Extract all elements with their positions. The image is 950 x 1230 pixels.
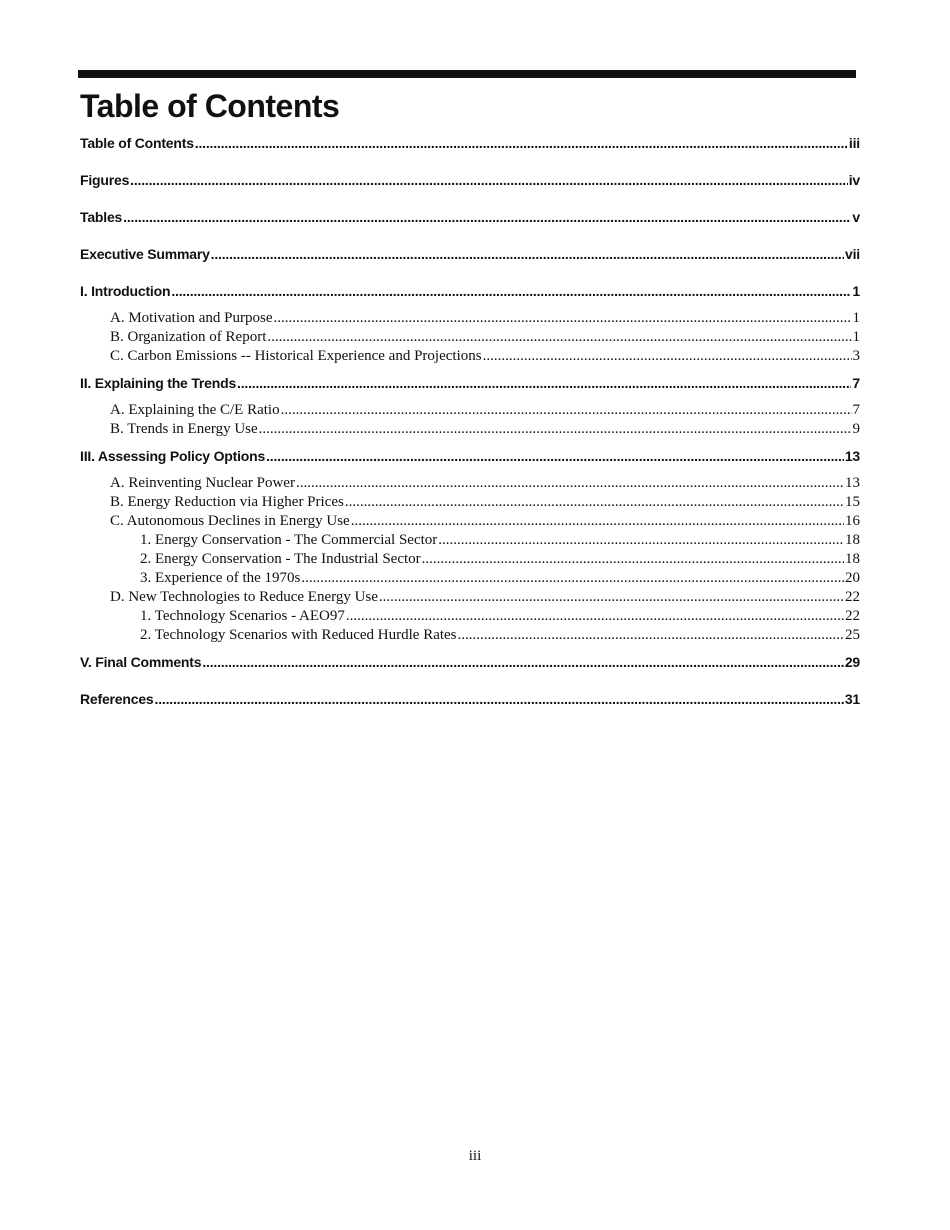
- toc-entry-autonomous-declines[interactable]: [80, 512, 860, 531]
- toc-entry-title: V. Final Comments: [80, 654, 202, 670]
- toc-entry-page: 15: [845, 494, 860, 510]
- toc-entry-higher-prices[interactable]: [80, 493, 860, 512]
- toc-chapter-explaining-trends[interactable]: [80, 375, 860, 391]
- toc-entry-figures[interactable]: [80, 172, 860, 188]
- toc-entry-new-technologies[interactable]: [80, 588, 860, 607]
- toc-entry-title: Table of Contents: [80, 135, 194, 151]
- toc-entry-title: 2. Energy Conservation - The Industrial Sector: [140, 551, 421, 567]
- toc-entry-aeo97[interactable]: [80, 607, 860, 626]
- toc-entry-page: 13: [844, 448, 860, 464]
- toc-entry-title: 3. Experience of the 1970s: [140, 570, 301, 586]
- toc-entry-page: 1: [852, 310, 860, 326]
- toc-entry-title: A. Explaining the C/E Ratio: [110, 402, 280, 418]
- dot-leader: [296, 474, 844, 493]
- toc-entry-title: References: [80, 691, 154, 707]
- dot-leader: [458, 626, 844, 645]
- toc-entry-page: iii: [848, 135, 860, 151]
- toc-entry-page: 7: [852, 375, 860, 391]
- dot-leader: [422, 550, 844, 569]
- toc-entry-title: Executive Summary: [80, 246, 210, 262]
- toc-entry-page: 25: [845, 627, 860, 643]
- toc-entry-page: 29: [844, 654, 860, 670]
- page-title: Table of Contents: [80, 88, 340, 124]
- toc-chapter-policy-options[interactable]: [80, 448, 860, 464]
- toc-entry-title: 1. Energy Conservation - The Commercial Sector: [140, 532, 438, 548]
- toc-entry-page: 31: [844, 691, 860, 707]
- toc-entry-organization[interactable]: [80, 328, 860, 347]
- toc-entry-title: B. Trends in Energy Use: [110, 421, 258, 437]
- toc-entry-title: II. Explaining the Trends: [80, 375, 237, 391]
- toc-entry-page: vii: [845, 246, 860, 262]
- toc-entry-ce-ratio[interactable]: [80, 401, 860, 420]
- dot-leader: [267, 328, 851, 347]
- dot-leader: [202, 654, 843, 670]
- dot-leader: [259, 420, 852, 439]
- toc-entry-tables[interactable]: [80, 209, 860, 225]
- toc-entry-page: 20: [845, 570, 860, 586]
- dot-leader: [123, 209, 851, 225]
- toc-entry-title: Tables: [80, 209, 123, 225]
- dot-leader: [345, 493, 844, 512]
- toc-entry-executive-summary[interactable]: [80, 246, 860, 262]
- toc-entry-page: 22: [845, 589, 860, 605]
- toc-entry-carbon-emissions[interactable]: [80, 347, 860, 366]
- toc-entry-title: 1. Technology Scenarios - AEO97: [140, 608, 345, 624]
- dot-leader: [379, 588, 844, 607]
- dot-leader: [346, 607, 844, 626]
- dot-leader: [266, 448, 844, 464]
- toc-entry-commercial-sector[interactable]: [80, 531, 860, 550]
- dot-leader: [211, 246, 844, 262]
- dot-leader: [438, 531, 844, 550]
- dot-leader: [483, 347, 852, 366]
- dot-leader: [301, 569, 844, 588]
- toc-entry-hurdle-rates[interactable]: [80, 626, 860, 645]
- toc-entry-motivation[interactable]: [80, 309, 860, 328]
- toc-entry-industrial-sector[interactable]: [80, 550, 860, 569]
- toc-entry-experience-1970s[interactable]: [80, 569, 860, 588]
- dot-leader: [130, 172, 848, 188]
- dot-leader: [274, 309, 852, 328]
- toc-entry-title: C. Carbon Emissions -- Historical Experience and Projections: [110, 348, 482, 364]
- toc-entry-references[interactable]: [80, 691, 860, 707]
- toc-entry-page: v: [852, 209, 860, 225]
- toc-entry-page: 18: [845, 532, 860, 548]
- dot-leader: [237, 375, 851, 391]
- dot-leader: [351, 512, 844, 531]
- toc-entry-page: iv: [848, 172, 860, 188]
- dot-leader: [155, 691, 844, 707]
- toc-entry-page: 16: [845, 513, 860, 529]
- top-rule: [78, 70, 856, 78]
- toc-entry-title: III. Assessing Policy Options: [80, 448, 266, 464]
- toc-entry-title: D. New Technologies to Reduce Energy Use: [110, 589, 378, 605]
- dot-leader: [281, 401, 852, 420]
- toc-entry-trends-energy-use[interactable]: [80, 420, 860, 439]
- page-number: iii: [468, 1148, 482, 1164]
- toc-entry-page: 7: [852, 402, 860, 418]
- toc-entry-title: Figures: [80, 172, 130, 188]
- toc-entry-title: B. Organization of Report: [110, 329, 267, 345]
- toc-entry-title: A. Reinventing Nuclear Power: [110, 475, 295, 491]
- table-of-contents: [80, 135, 860, 707]
- toc-entry-page: 9: [852, 421, 860, 437]
- toc-entry-title: I. Introduction: [80, 283, 171, 299]
- toc-entry-page: 1: [852, 329, 860, 345]
- toc-entry-page: 3: [852, 348, 860, 364]
- toc-entry-title: C. Autonomous Declines in Energy Use: [110, 513, 350, 529]
- toc-entry-title: A. Motivation and Purpose: [110, 310, 273, 326]
- toc-chapter-introduction[interactable]: [80, 283, 860, 299]
- dot-leader: [171, 283, 851, 299]
- toc-entry-page: 1: [852, 283, 860, 299]
- dot-leader: [195, 135, 848, 151]
- toc-entry-page: 22: [845, 608, 860, 624]
- toc-entry-nuclear-power[interactable]: [80, 474, 860, 493]
- toc-entry-page: 18: [845, 551, 860, 567]
- toc-entry-table-of-contents[interactable]: [80, 135, 860, 151]
- toc-chapter-final-comments[interactable]: [80, 654, 860, 670]
- toc-entry-title: B. Energy Reduction via Higher Prices: [110, 494, 344, 510]
- toc-entry-page: 13: [845, 475, 860, 491]
- toc-entry-title: 2. Technology Scenarios with Reduced Hurdle Rates: [140, 627, 457, 643]
